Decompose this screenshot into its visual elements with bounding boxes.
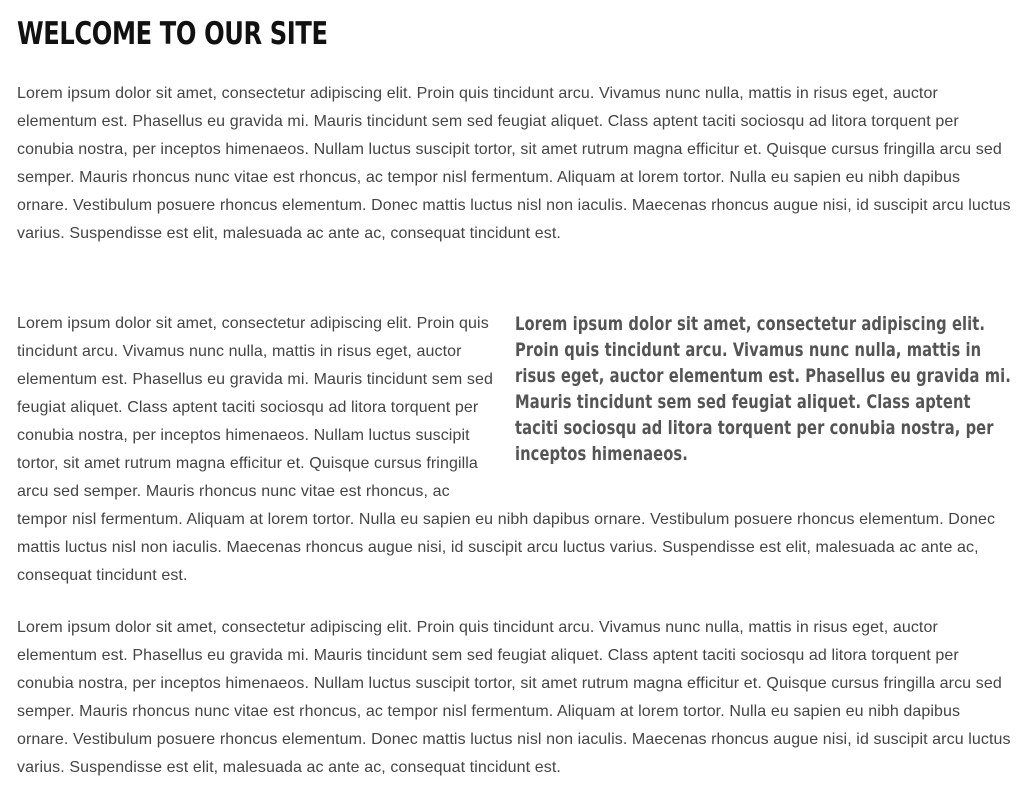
page-title: WELCOME TO OUR SITE — [17, 16, 328, 52]
intro-paragraph: Lorem ipsum dolor sit amet, consectetur adipiscing elit. Proin quis tincidunt arcu. Vivamus nunc nulla, mattis in risus eget, auctor elementum est. Phasellus eu gravida mi. Mauris tincidunt sem sed feugiat aliquet. Class aptent taciti sociosqu ad litora torquent per conubia nostra, per inceptos himenaeos. Nullam luctus suscipit tortor, sit amet rutrum magna efficitur et. Quisque cursus fringilla arcu sed semper. Mauris rhoncus nunc vitae est rhoncus, ac tempor nisl fermentum. Aliquam at lorem tortor. Nulla eu sapien eu nibh dapibus ornare. Vestibulum posuere rhoncus elementum. Donec mattis luctus nisl non iaculis. Maecenas rhoncus augue nisi, id suscipit arcu luctus varius. Suspendisse est elit, malesuada ac ante ac, consequat tincidunt est. — [17, 85, 1011, 242]
page-content — [17, 0, 1013, 776]
closing-paragraph: Lorem ipsum dolor sit amet, consectetur adipiscing elit. Proin quis tincidunt arcu. Vivamus nunc nulla, mattis in risus eget, auctor elementum est. Phasellus eu gravida mi. Mauris tincidunt sem sed feugiat aliquet. Class aptent taciti sociosqu ad litora torquent per conubia nostra, per inceptos himenaeos. Nullam luctus suscipit tortor, sit amet rutrum magna efficitur et. Quisque cursus fringilla arcu sed semper. Mauris rhoncus nunc vitae est rhoncus, ac tempor nisl fermentum. Aliquam at lorem tortor. Nulla eu sapien eu nibh dapibus ornare. Vestibulum posuere rhoncus elementum. Donec mattis luctus nisl non iaculis. Maecenas rhoncus augue nisi, id suscipit arcu luctus varius. Suspendisse est elit, malesuada ac ante ac, consequat tincidunt est. — [17, 619, 1011, 776]
pullquote — [515, 310, 1013, 467]
paragraph-with-pullquote — [17, 310, 1013, 590]
pullquote-text: Lorem ipsum dolor sit amet, consectetur adipiscing elit. Proin quis tincidunt arcu. Vivamus nunc nulla, mattis in risus eget, auctor elementum est. Phasellus eu gravida mi. Mauris tincidunt sem sed feugiat aliquet. Class aptent taciti sociosqu ad litora torquent per conubia nostra, per inceptos himenaeos. — [515, 313, 1011, 465]
second-paragraph-text: Lorem ipsum dolor sit amet, consectetur adipiscing elit. Proin quis tincidunt arcu. Vivamus nunc nulla, mattis in risus eget, auctor elementum est. Phasellus eu gravida mi. Mauris tincidunt sem sed feugiat aliquet. Class aptent taciti sociosqu ad litora torquent per conubia nostra, per inceptos himenaeos. Nullam luctus suscipit tortor, sit amet rutrum magna efficitur et. Quisque cursus fringilla arcu sed semper. Mauris rhoncus nunc vitae est rhoncus, ac tempor nisl fermentum. Aliquam at lorem tortor. Nulla eu sapien eu nibh dapibus ornare. Vestibulum posuere rhoncus elementum. Donec mattis luctus nisl non iaculis. Maecenas rhoncus augue nisi, id suscipit arcu luctus varius. Suspendisse est elit, malesuada ac ante ac, consequat tincidunt est. — [17, 315, 996, 584]
